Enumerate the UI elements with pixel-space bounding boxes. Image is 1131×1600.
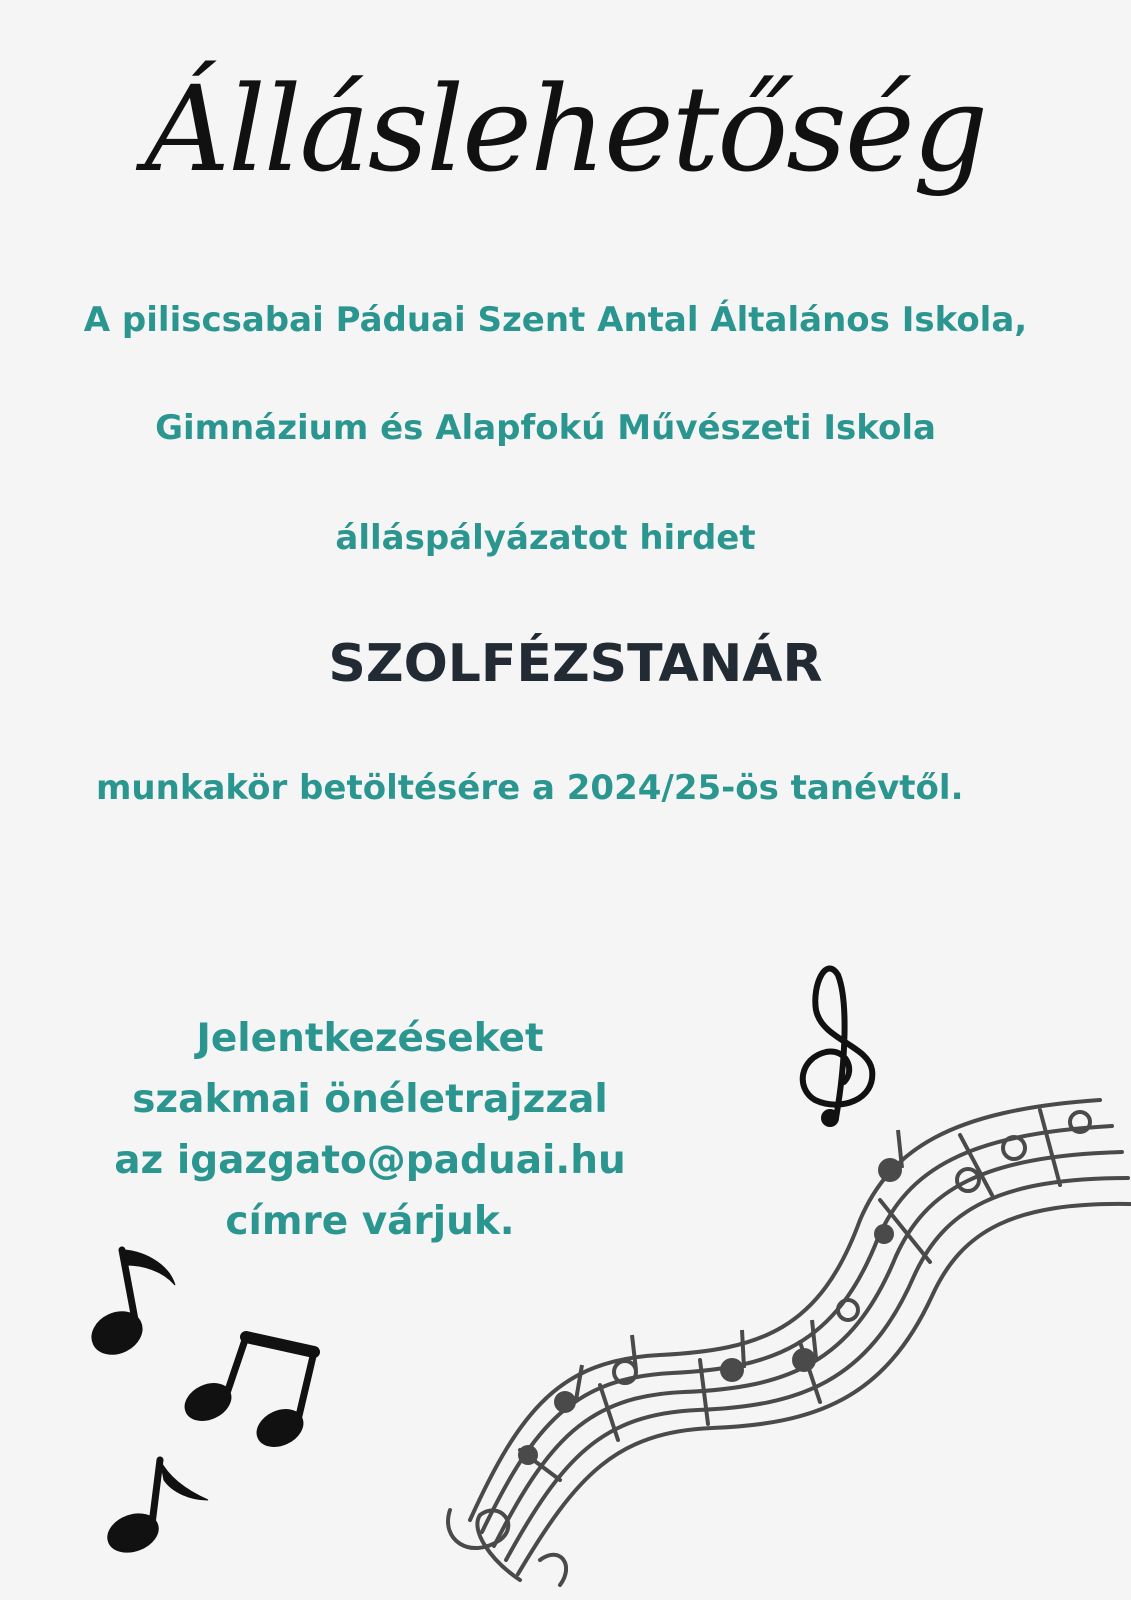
position-detail-text: munkakör betöltésére a 2024/25-ös tanévtől. (96, 768, 964, 808)
contact-line-4: címre várjuk. (225, 1199, 515, 1244)
school-name-line-1: A piliscsabai Páduai Szent Antal Általános Iskola, (83, 300, 1028, 340)
page-title: Álláslehetőség (144, 60, 987, 198)
contact-block (90, 1008, 650, 1252)
school-name-line-2: Gimnázium és Alapfokú Művészeti Iskola (155, 408, 936, 448)
contact-line-1: Jelentkezéseket (196, 1016, 544, 1061)
contact-line-2: szakmai önéletrajzzal (132, 1077, 608, 1122)
job-position-title: SZOLFÉZSTANÁR (328, 634, 823, 694)
announcement-text: álláspályázatot hirdet (335, 518, 756, 558)
contact-email-line: az igazgato@paduai.hu (114, 1138, 626, 1183)
